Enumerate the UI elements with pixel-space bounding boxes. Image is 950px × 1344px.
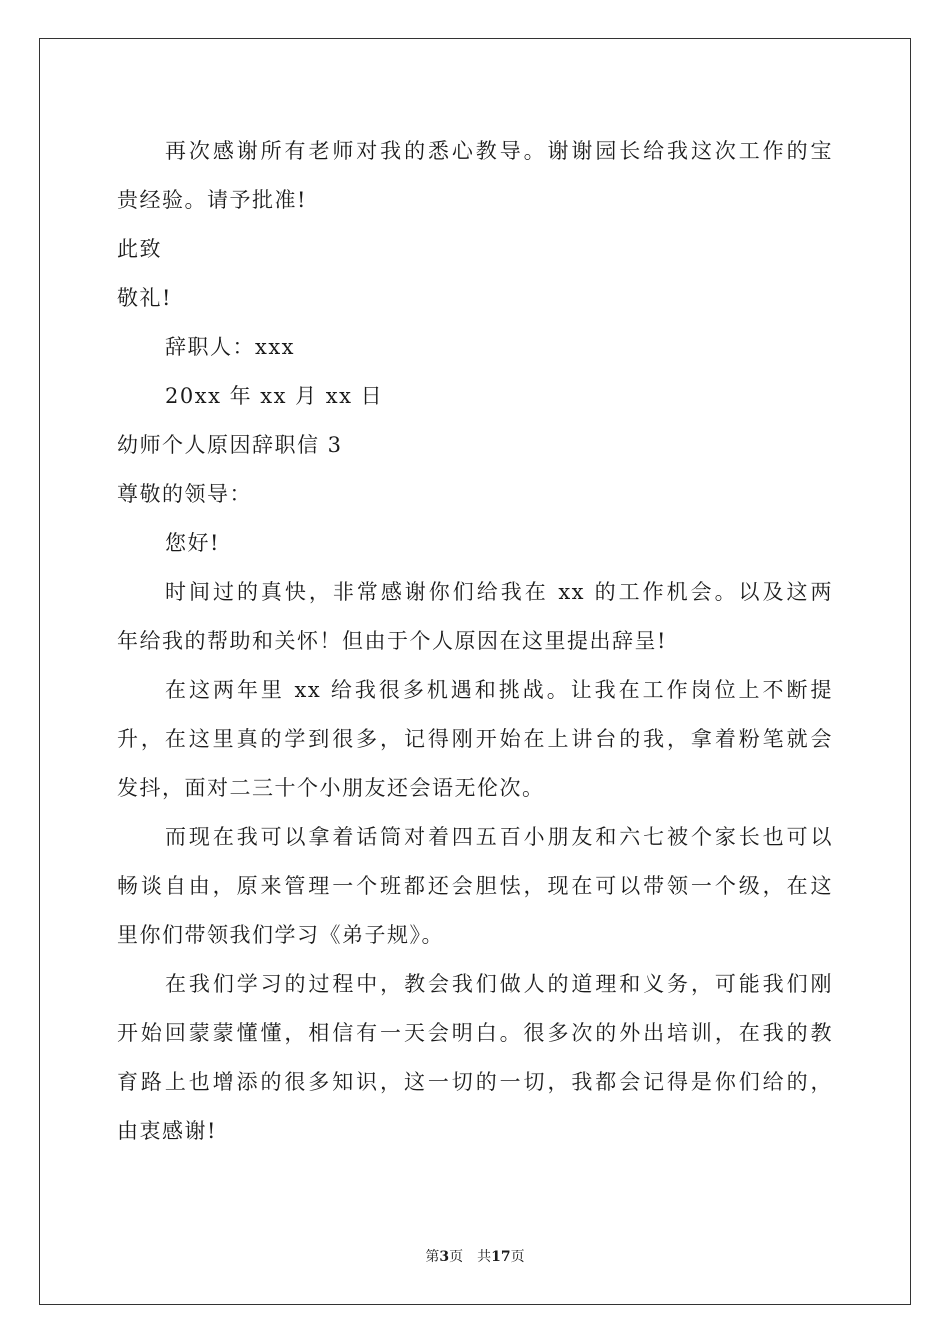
page-footer bbox=[0, 1247, 950, 1267]
paragraph-line: 升，在这里真的学到很多，记得刚开始在上讲台的我，拿着粉笔就会 bbox=[117, 727, 833, 751]
footer-page-number: 3 bbox=[439, 1249, 450, 1265]
signer-line: 辞职人：xxx bbox=[165, 335, 296, 359]
closing-line: 敬礼! bbox=[117, 286, 172, 310]
paragraph-line: 年给我的帮助和关怀！但由于个人原因在这里提出辞呈! bbox=[117, 629, 667, 653]
footer-page-suffix: 页 bbox=[449, 1249, 464, 1265]
paragraph-line: 由衷感谢! bbox=[117, 1119, 217, 1143]
paragraph-line: 发抖，面对二三十个小朋友还会语无伦次。 bbox=[117, 776, 545, 800]
paragraph-line: 里你们带领我们学习《弟子规》。 bbox=[117, 923, 444, 947]
footer-total-suffix: 页 bbox=[510, 1249, 525, 1265]
footer-page-prefix: 第 bbox=[425, 1249, 440, 1265]
paragraph-line: 在我们学习的过程中，教会我们做人的道理和义务，可能我们刚 bbox=[165, 972, 833, 996]
date-line: 20xx 年 xx 月 xx 日 bbox=[165, 384, 384, 408]
greeting: 您好! bbox=[165, 531, 220, 555]
footer-total-prefix: 共 bbox=[477, 1249, 492, 1265]
paragraph-line: 在这两年里 xx 给我很多机遇和挑战。让我在工作岗位上不断提 bbox=[165, 678, 833, 702]
salutation: 尊敬的领导： bbox=[117, 482, 252, 506]
paragraph-line: 开始回蒙蒙懂懂，相信有一天会明白。很多次的外出培训，在我的教 bbox=[117, 1021, 833, 1045]
paragraph-line: 而现在我可以拿着话筒对着四五百小朋友和六七被个家长也可以 bbox=[165, 825, 833, 849]
letter-title: 幼师个人原因辞职信 3 bbox=[117, 433, 343, 457]
closing-line: 此致 bbox=[117, 237, 162, 261]
paragraph-line: 时间过的真快，非常感谢你们给我在 xx 的工作机会。以及这两 bbox=[165, 580, 833, 604]
paragraph-line: 再次感谢所有老师对我的悉心教导。谢谢园长给我这次工作的宝 bbox=[165, 139, 833, 163]
paragraph-line: 畅谈自由，原来管理一个班都还会胆怯，现在可以带领一个级，在这 bbox=[117, 874, 833, 898]
paragraph-line: 贵经验。请予批准! bbox=[117, 188, 307, 212]
document-body bbox=[117, 127, 833, 1156]
footer-total-pages: 17 bbox=[491, 1249, 511, 1265]
paragraph-line: 育路上也增添的很多知识，这一切的一切，我都会记得是你们给的， bbox=[117, 1070, 833, 1094]
